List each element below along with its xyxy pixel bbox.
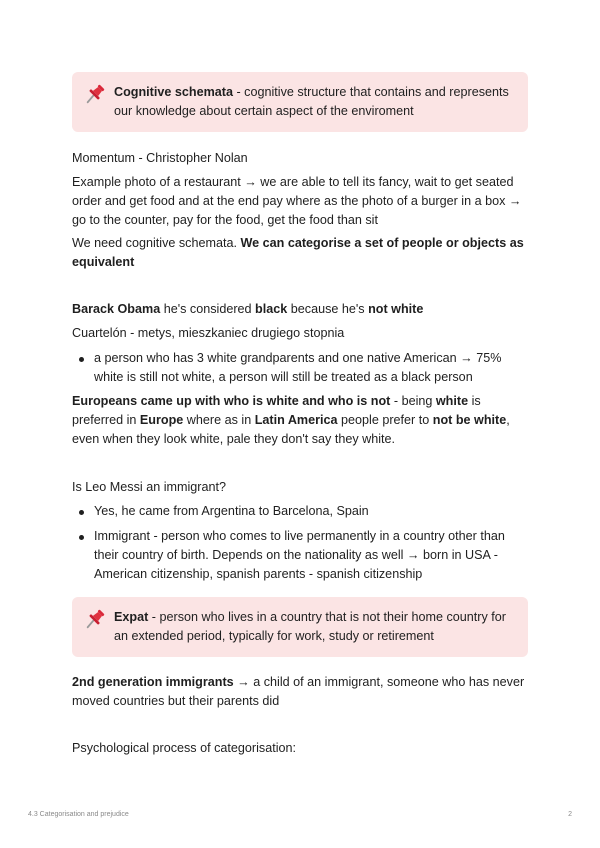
bold-text: Europeans came up with who is white and who is not <box>72 394 391 408</box>
paragraph-momentum: Momentum - Christopher Nolan <box>72 151 248 165</box>
text: is preferred in <box>72 394 481 427</box>
bullet-dot <box>79 535 84 540</box>
bold-text: black <box>255 302 288 316</box>
list-item <box>72 502 528 521</box>
callout-text <box>114 85 509 118</box>
bold-text: We can categorise a set of people or objects as equivalent <box>72 236 524 269</box>
paragraph-psychological-process: Psychological process of categorisation: <box>72 741 297 755</box>
bold-text: 2nd generation immigrants <box>72 675 234 689</box>
callout-definition: - person who lives in a country that is not their home country for an extended period, typically for work, study or retirement <box>114 610 506 643</box>
callout-text <box>114 610 506 643</box>
list-item-text: a person who has 3 white grandparents and one native American → 75% white is still not white, a person will still be treated as a black person <box>94 351 502 384</box>
paragraph-2nd-generation <box>72 673 528 711</box>
callout-term: Cognitive schemata <box>114 85 233 99</box>
text: → a child of an immigrant, someone who has never moved countries but their parents did <box>72 675 525 708</box>
bold-text: not white <box>368 302 424 316</box>
bold-text: Europe <box>139 413 184 427</box>
text: where as in <box>183 413 255 427</box>
bullet-dot <box>79 510 84 515</box>
pushpin-icon <box>84 608 106 630</box>
page-number: 2 <box>568 811 572 818</box>
bold-text: Barack Obama <box>72 302 161 316</box>
bold-text: not be white <box>432 413 507 427</box>
text: We need cognitive schemata. <box>72 236 241 250</box>
paragraph-cuartelon: Cuartelón - metys, mieszkaniec drugiego stopnia <box>72 326 345 340</box>
callout-expat <box>72 597 528 657</box>
callout-term: Expat <box>114 610 149 624</box>
paragraph-obama <box>72 300 528 319</box>
bullet-dot <box>79 357 84 362</box>
paragraph-need-schemata <box>72 234 528 272</box>
text: people prefer to <box>337 413 433 427</box>
pushpin-icon <box>84 83 106 105</box>
callout-cognitive-schemata <box>72 72 528 132</box>
bold-text: white <box>435 394 469 408</box>
list-item-text: Yes, he came from Argentina to Barcelona, Spain <box>94 504 369 518</box>
text: he's considered <box>160 302 256 316</box>
footer-title: 4.3 Categorisation and prejudice <box>28 811 129 818</box>
bold-text: Latin America <box>254 413 338 427</box>
text: , even when they look white, pale they don't say they white. <box>72 413 510 446</box>
list-item-text: Immigrant - person who comes to live permanently in a country other than their country of birth. Depends on the nationality as well → born in USA - American citizenship, spanish parents - spanish citizenship <box>94 529 505 581</box>
paragraph-restaurant: Example photo of a restaurant → we are able to tell its fancy, wait to get seated order and get food and at the end pay where as the photo of a burger in a box → go to the counter, pay for the food, get the food than sit <box>72 175 522 227</box>
list-item <box>72 527 528 584</box>
callout-definition: - cognitive structure that contains and represents our knowledge about certain aspect of the enviroment <box>114 85 509 118</box>
paragraph-messi: Is Leo Messi an immigrant? <box>72 480 226 494</box>
paragraph-europeans <box>72 392 528 449</box>
text: because he's <box>287 302 369 316</box>
list-item <box>72 349 528 387</box>
text: - being <box>390 394 436 408</box>
